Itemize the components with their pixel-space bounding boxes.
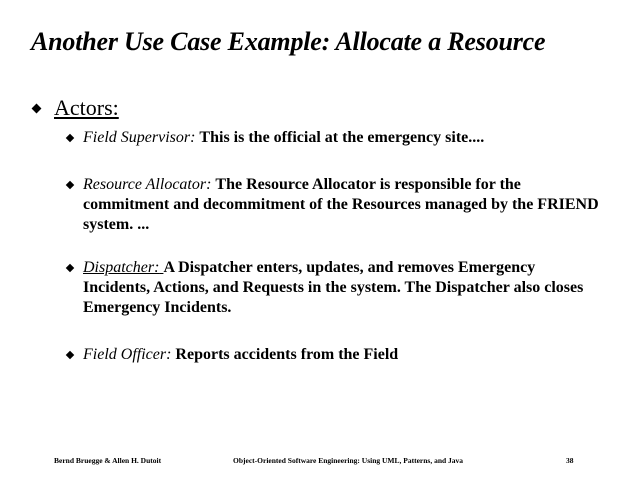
actor-description: Reports accidents from the Field — [175, 346, 399, 363]
actor-role: Field Officer: — [83, 346, 172, 363]
diamond-bullet-icon — [66, 351, 74, 359]
slide-title: Another Use Case Example: Allocate a Resource — [31, 27, 546, 56]
diamond-bullet-icon — [32, 104, 42, 114]
actor-item-field-supervisor — [65, 128, 605, 148]
actor-role: Field Supervisor: — [83, 129, 196, 146]
diamond-bullet-icon — [66, 181, 74, 189]
actors-heading-label: Actors: — [54, 95, 119, 120]
footer-authors: Bernd Bruegge & Allen H. Dutoit — [54, 456, 162, 465]
footer-book-title: Object-Oriented Software Engineering: Using UML, Patterns, and Java — [233, 456, 464, 465]
actor-description: This is the official at the emergency site.... — [199, 129, 485, 146]
actor-role: Resource Allocator: — [83, 176, 212, 193]
actor-description: A Dispatcher enters, updates, and removes Emergency Incidents, Actions, and Requests in the system. The Dispatcher also closes Emergency Incidents. — [83, 259, 584, 316]
diamond-bullet-icon — [66, 134, 74, 142]
actor-item-dispatcher — [65, 258, 605, 318]
actor-role: Dispatcher: — [83, 259, 160, 276]
actor-item-field-officer — [65, 345, 605, 365]
actor-item-resource-allocator — [65, 175, 605, 235]
actor-description: The Resource Allocator is responsible for the commitment and decommitment of the Resources managed by the FRIEND system. ... — [83, 176, 599, 233]
actors-heading — [33, 95, 119, 121]
diamond-bullet-icon — [66, 264, 74, 272]
footer-page-number: 38 — [566, 456, 574, 465]
